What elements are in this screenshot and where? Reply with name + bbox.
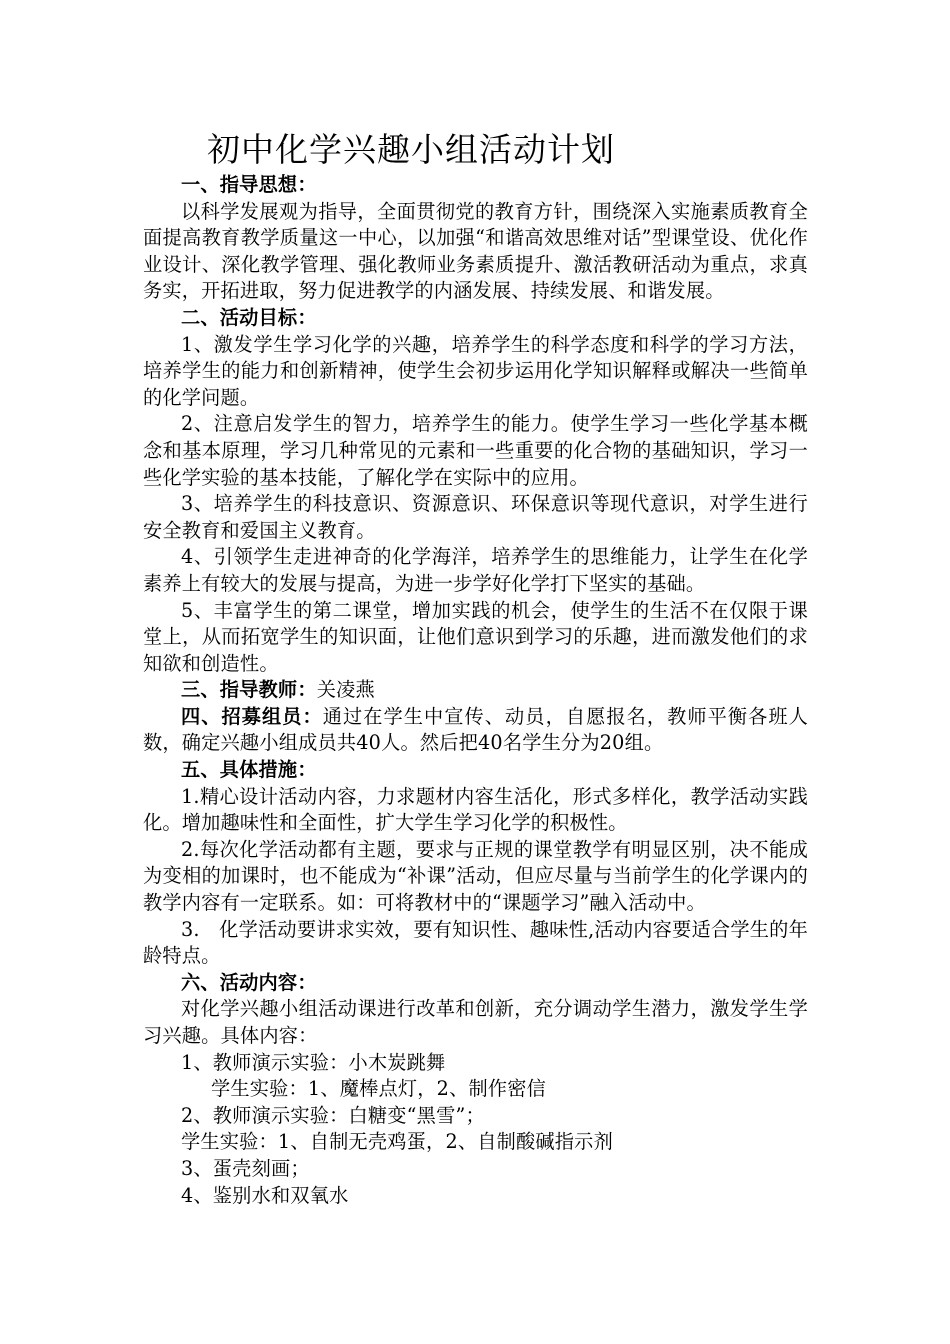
activity-line: 2、教师演示实验：白糖变“黑雪”；: [181, 1103, 485, 1127]
document-title: 初中化学兴趣小组活动计划: [207, 130, 615, 169]
activity-line: 4、鉴别水和双氧水: [181, 1183, 349, 1207]
section-heading-activities: 六、活动内容：: [181, 970, 317, 994]
goal-item: 3、培养学生的科技意识、资源意识、环保意识等现代意识，对学生进行安全教育和爱国主义教育。: [143, 492, 808, 542]
goal-item: 4、引领学生走进神奇的化学海洋，培养学生的思维能力，让学生在化学素养上有较大的发展与提高，为进一步学好化学打下坚实的基础。: [143, 545, 808, 595]
goal-item: 2、注意启发学生的智力，培养学生的能力。使学生学习一些化学基本概念和基本原理，学习几种常见的元素和一些重要的化合物的基础知识，学习一些化学实验的基本技能，了解化学在实际中的应用。: [143, 412, 808, 489]
goal-item: 5、丰富学生的第二课堂，增加实践的机会，使学生的生活不在仅限于课堂上，从而拓宽学生的知识面，让他们意识到学习的乐趣，进而激发他们的求知欲和创造性。: [143, 598, 808, 675]
activity-line: 学生实验：1、自制无壳鸡蛋，2、自制酸碱指示剂: [181, 1130, 613, 1154]
measure-item: 3. 化学活动要讲求实效，要有知识性、趣味性,活动内容要适合学生的年龄特点。: [143, 917, 808, 968]
activity-line: 3、蛋壳刻画；: [181, 1156, 310, 1180]
activity-line: 学生实验：1、魔棒点灯，2、制作密信: [211, 1077, 547, 1101]
measure-item: 1.精心设计活动内容，力求题材内容生活化，形式多样化，教学活动实践化。增加趣味性和全面性，扩大学生学习化学的积极性。: [143, 784, 808, 835]
section-heading-guiding-thought: 一、指导思想：: [181, 173, 317, 196]
goal-item: 1、激发学生学习化学的兴趣，培养学生的科学态度和科学的学习方法，培养学生的能力和创新精神，使学生会初步运用化学知识解释或解决一些简单的化学问题。: [143, 332, 808, 409]
activities-intro: 对化学兴趣小组活动课进行改革和创新，充分调动学生潜力，激发学生学习兴趣。具体内容：: [143, 997, 808, 1047]
recruit-text: 通过在学生中宣传、动员，自愿报名，教师平衡各班人数，确定兴趣小组成员共40人。然后把40名学生分为20组。: [143, 704, 808, 755]
section-heading-goals: 二、活动目标：: [181, 305, 317, 329]
activity-line: 1、教师演示实验：小木炭跳舞: [181, 1050, 446, 1074]
section-heading-teacher: 三、指导教师：: [181, 678, 317, 702]
section-heading-recruit: 四、招募组员：: [181, 704, 323, 728]
teacher-name: 关凌燕: [316, 678, 375, 702]
measure-item: 2.每次化学活动都有主题，要求与正规的课堂教学有明显区别，决不能成为变相的加课时，也不能成为“补课”活动，但应尽量与当前学生的化学课内的教学内容有一定联系。如：可将教材中的“课题学习”融入活动中。: [143, 837, 808, 915]
recruit-paragraph: [143, 704, 808, 757]
paragraph-guiding-thought: 以科学发展观为指导，全面贯彻党的教育方针，围绕深入实施素质教育全面提高教育教学质量这一中心，以加强“和谐高效思维对话”型课堂设、优化作业设计、深化教学管理、强化教师业务素质提升、激活教研活动为重点，求真务实，开拓进取，努力促进教学的内涵发展、持续发展、和谐发展。: [143, 199, 808, 303]
section-heading-measures: 五、具体措施：: [181, 758, 317, 782]
teacher-line: [143, 677, 808, 704]
document-page: [143, 128, 808, 1209]
